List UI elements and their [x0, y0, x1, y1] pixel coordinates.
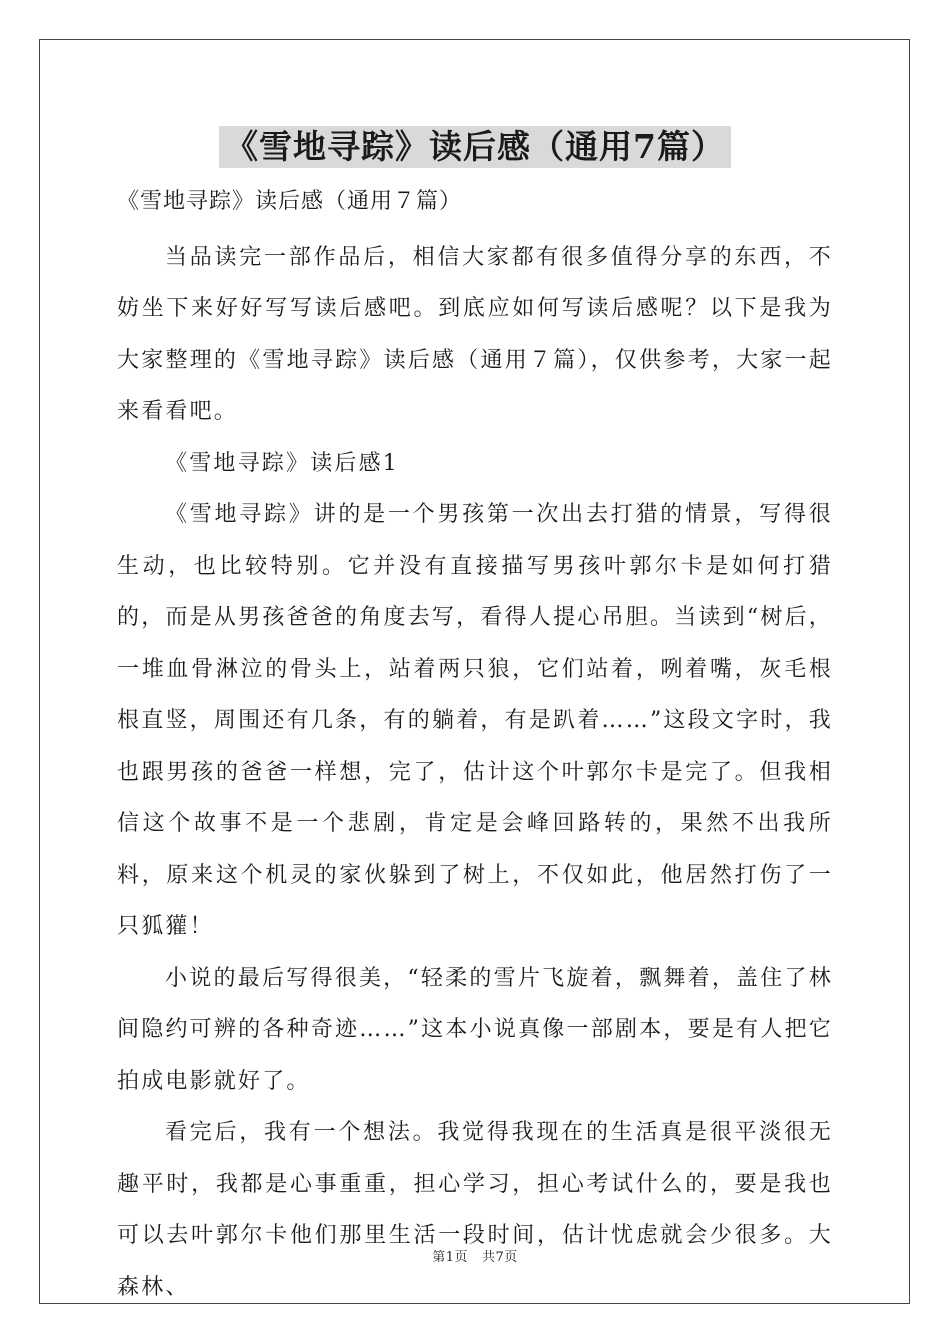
document-subtitle: 《雪地寻踪》读后感（通用７篇）: [117, 189, 463, 214]
page-total: 共7页: [482, 1250, 518, 1265]
title-container: [0, 126, 950, 168]
page-number: 第1页: [432, 1250, 468, 1265]
section-heading: 《雪地寻踪》读后感1: [165, 450, 399, 476]
paragraph: 看完后，我有一个想法。我觉得我现在的生活真是很平淡很无趣平时，我都是心事重重，担心学习，担心考试什么的，要是我也可以去叶郭尔卡他们那里生活一段时间，估计忧虑就会少很多。大森林、: [117, 1120, 833, 1300]
paragraph: 《雪地寻踪》讲的是一个男孩第一次出去打猎的情景，写得很生动，也比较特别。它并没有直接描写男孩叶郭尔卡是如何打猎的，而是从男孩爸爸的角度去写，看得人提心吊胆。当读到“树后，一堆血骨淋泣的骨头上，站着两只狼，它们站着，咧着嘴，灰毛根根直竖，周围还有几条，有的躺着，有是趴着……”这段文字时，我也跟男孩的爸爸一样想，完了，估计这个叶郭尔卡是完了。但我相信这个故事不是一个悲剧，肯定是会峰回路转的，果然不出我所料，原来这个机灵的家伙躲到了树上，不仅如此，他居然打伤了一只狐獾！: [117, 502, 833, 939]
document-title: 《雪地寻踪》读后感（通用7篇）: [219, 126, 731, 168]
page-footer: [0, 1246, 950, 1265]
paragraph: 当品读完一部作品后，相信大家都有很多值得分享的东西，不妨坐下来好好写写读后感吧。到底应如何写读后感呢？以下是我为大家整理的《雪地寻踪》读后感（通用７篇），仅供参考，大家一起来看看吧。: [117, 244, 833, 424]
paragraph: 小说的最后写得很美，“轻柔的雪片飞旋着，飘舞着，盖住了林间隐约可辨的各种奇迹……”这本小说真像一部剧本，要是有人把它拍成电影就好了。: [117, 965, 833, 1094]
document-body: [117, 176, 833, 1313]
